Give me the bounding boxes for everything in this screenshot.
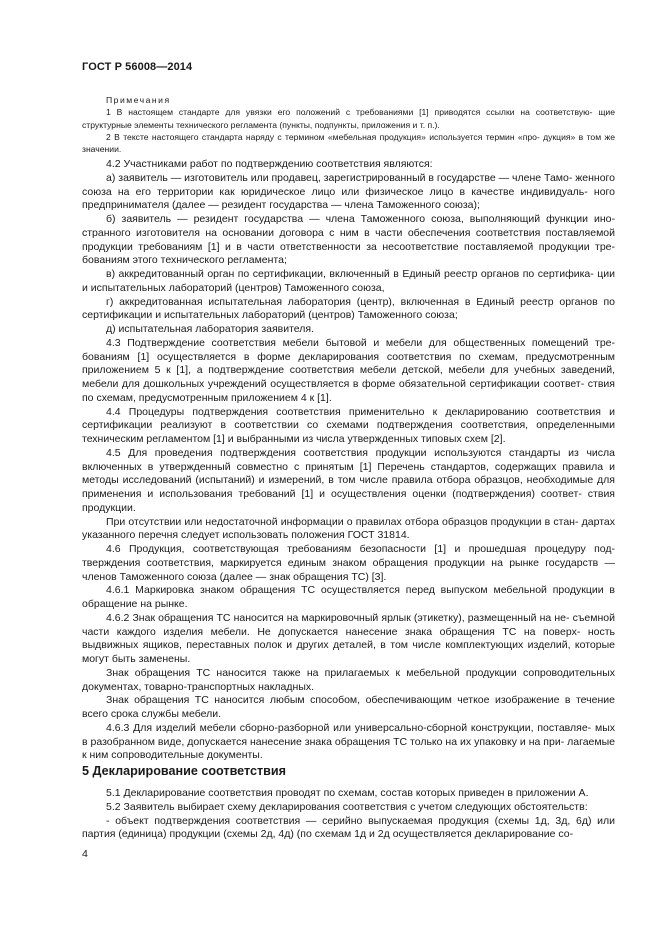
notes-title: Примечания [106, 95, 171, 105]
paragraph: Знак обращения ТС наносится любым способом, обеспечивающим четкое изображение в течение всего срока службы мебели. [82, 694, 615, 720]
paragraph: в) аккредитованный орган по сертификации, включенный в Единый реестр органов по сертифика- ции и испытательных лабораторий (центров) Таможенного союза, [82, 268, 615, 294]
section-heading: 5 Декларирование соответствия [82, 764, 287, 778]
paragraph: Знак обращения ТС наносится также на прилагаемых к мебельной продукции сопроводительных документах, товарно-транспортных накладных. [82, 666, 615, 693]
note-item: 1 В настоящем стандарте для увязки его положений с требованиями [1] приводятся ссылки на соответствую- щие структурные элементы технического регламента (пункты, подпункты, приложения и т. п.). [82, 107, 615, 130]
paragraph: д) испытательная лаборатория заявителя. [106, 323, 315, 335]
paragraph: а) заявитель — изготовитель или продавец, зарегистрированный в государстве — члене Тамо- женного союза на его территории как юридическое лицо или физическое лицо в качестве индивидуаль- ного предпринимателя (далее — резидент государства — члена Таможенного союза); [82, 171, 615, 212]
paragraph: 4.2 Участниками работ по подтверждению соответствия являются: [106, 158, 433, 170]
paragraph: - объект подтверждения соответствия — серийно выпускаемая продукция (схемы 1д, 3д, 6д) или партия (единица) продукции (схемы 2д, 4д) (по схемам 1д и 2д осуществляется декларирование со- [82, 814, 615, 841]
document-header: ГОСТ Р 56008—2014 [82, 61, 193, 73]
note-item: 2 В тексте настоящего стандарта наряду с термином «мебельная продукция» используется термин «про- дукция» в том же значении. [82, 131, 615, 155]
paragraph: б) заявитель — резидент государства — члена Таможенного союза, выполняющий функции ино- странного изготовителя на основании договора с ним в части обеспечения соответствия поставляемой продукции требованиям [1] и в части ответственности за несоответствие поставляемой продукции тре- бованиям этого технического регламента; [82, 213, 615, 267]
paragraph: 4.6.1 Маркировка знаком обращения ТС осуществляется перед выпуском мебельной продукции в обращение на рынке. [82, 584, 615, 610]
paragraph: 4.6.3 Для изделий мебели сборно-разборной или универсально-сборной конструкции, поставляе- мых в разобранном виде, допускается нанесение знака обращения ТС только на их упаковку и на при- лагаемые к ним сопроводительные документы. [82, 721, 615, 762]
body-text [82, 158, 615, 763]
paragraph: 4.6 Продукция, соответствующая требованиям безопасности [1] и прошедшая процедуру под- тверждения соответствия, маркируется единым знаком обращения продукции на рынке государств — членов Таможенного союза (далее — знак обращения ТС) [3]. [82, 543, 615, 583]
paragraph: 4.5 Для проведения подтверждения соответствия продукции используются стандарты из числа включенных в утвержденный совместно с принятым [1] Перечень стандартов, содержащих правила и методы исследований (испытаний) и измерений, в том числе правила отбора образцов, необходимые для применения и использования требований [1] и осуществления оценки (подтверждения) соответ- ствия продукции. [82, 446, 615, 514]
paragraph: 5.1 Декларирование соответствия проводят по схемам, состав которых приведен в приложении А. [106, 787, 589, 799]
notes-block [82, 94, 615, 155]
paragraph: 4.3 Подтверждение соответствия мебели бытовой и мебели для общественных помещений тре- бованиям [1] осуществляется в форме декларирования соответствия по схемам, предусмотренным приложением 5 к [1], а подтверждение соответствия мебели детской, мебели для учебных заведений, мебели для дошкольных учреждений осуществляется в форме обязательной сертификации соответ- ствия по схемам, предусмотренным приложением 4 к [1]. [82, 336, 615, 404]
paragraph: 4.4 Процедуры подтверждения соответствия применительно к декларированию соответствия и сертификации реализуют в соответствии со схемами подтверждения соответствия, определенными техническим регламентом [1] и выбранными из числа утвержденных типовых схем [2]. [82, 405, 615, 445]
paragraph: При отсутствии или недостаточной информации о правилах отбора образцов продукции в стан- дартах указанного перечня следует использовать положения ГОСТ 31814. [82, 515, 615, 542]
paragraph: 5.2 Заявитель выбирает схему декларирования соответствия с учетом следующих обстоятельств: [106, 800, 588, 813]
page-number: 4 [82, 848, 88, 860]
paragraph: 4.6.2 Знак обращения ТС наносится на маркировочный ярлык (этикетку), размещенный на не- съемной части каждого изделия мебели. Не допускается нанесение знака обращения ТС на поверх- ность выдвижных ящиков, переставных полок и других деталей, в том числе комплектующих изделий, которые могут быть заменены. [82, 611, 615, 665]
section-body [82, 787, 615, 842]
paragraph: г) аккредитованная испытательная лаборатория (центр), включенная в Единый реестр органов по сертификации и испытательных лабораторий (центров) Таможенного союза; [82, 295, 615, 322]
